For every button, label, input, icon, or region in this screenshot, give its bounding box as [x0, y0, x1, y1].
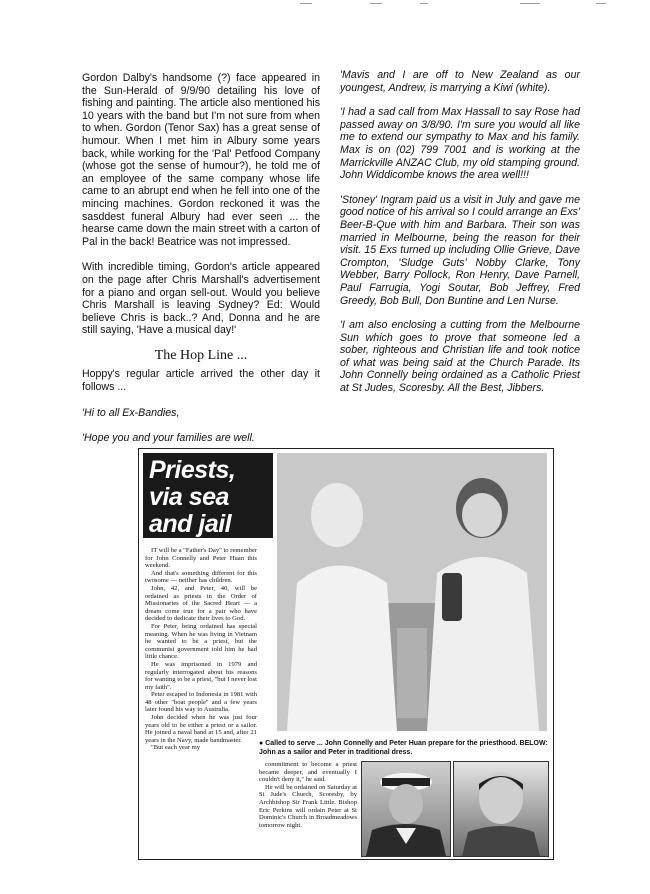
- newspaper-clipping: [138, 448, 554, 860]
- paragraph: 'Hi to all Ex-Bandies,: [82, 406, 180, 419]
- clipping-paragraph: John decided when he was just four years old to be either a priest or a sailor. He joined a naval band at 15 and, after 21 years in the Navy, made bandmaster.: [145, 714, 257, 744]
- photo-caption: ● Called to serve ... John Connelly and Peter Huan prepare for the priesthood. BELOW: John as a sailor and Peter in traditional dress.: [259, 740, 548, 756]
- clipping-headline: [143, 453, 273, 538]
- paragraph: With incredible timing, Gordon's article appeared on the page after Chris Marshall's advertisement for a piano and organ sell-out. Would you believe Chris Marshall is leaving Sydney? Ed: Would believe Chris is back..? And, Donna and he are still saying, 'Have a musical day!': [82, 261, 320, 337]
- top-edge-marks: [0, 0, 650, 8]
- clipping-paragraph: Peter escaped to Indonesia in 1981 with 48 other "boat people" and a few years later found his way to Australia.: [145, 691, 257, 714]
- traditional-dress-photo: [453, 761, 549, 857]
- section-heading: The Hop Line ...: [154, 347, 248, 363]
- headline-line: via sea: [149, 483, 229, 511]
- clipping-body: [145, 547, 257, 752]
- paragraph: 'Hope you and your families are well.: [82, 432, 255, 445]
- clipping-paragraph: And that's something different for this twosome — neither has children.: [145, 569, 257, 585]
- left-column: [82, 72, 320, 458]
- traditional-dress-photo-illustration: [454, 762, 548, 856]
- paragraph: 'Mavis and I are off to New Zealand as our youngest, Andrew, is marrying a Kiwi (white).: [340, 69, 580, 94]
- clipping-paragraph: He was imprisoned in 1979 and regularly interrogated about his reasons for wanting to be a priest, "but I never lost my faith".: [145, 660, 257, 691]
- clipping-body-continued: [259, 761, 357, 829]
- clipping-paragraph: John, 42, and Peter, 40, will be ordained as priests in the Order of Missionaries of the Sacred Heart — a dream come true for a pair who have decided to dedicate their lives to God.: [145, 584, 257, 623]
- paragraph: Gordon Dalby's handsome (?) face appeared in the Sun-Herald of 9/9/90 detailing his love of fishing and painting. The article also mentioned his 10 years with the band but I'm not sure from when to when. Gordon (Tenor Sax) has a great sense of humour. When I met him in Albury some years back, while working for the 'Pal' Petfood Company (whose got the sense of humour?), he told me of an employee of the same company whose life came to an abrupt end when he fell into one of the mincing machines. Gordon reckoned it was the sasddest funeral Albury had ever seen ... the hearse came down the main street with a carton of Pal in the back! Beatrice was not impressed.: [82, 72, 320, 248]
- paragraph: Hoppy's regular article arrived the other day it follows ...: [82, 368, 320, 394]
- clipping-paragraph: commitment to become a priest became deeper, and eventually I couldn't deny it," he said.: [259, 761, 357, 784]
- clipping-paragraph: IT will be a "Father's Day" to remember for John Connelly and Peter Huan this weekend.: [145, 547, 257, 570]
- headline-line: Priests,: [149, 456, 236, 484]
- clipping-paragraph: For Peter, being ordained has special meaning. When he was living in Vietnam he wanted to be a priest, but the communist government told him he had little chance.: [145, 622, 257, 661]
- priests-photo: [277, 453, 547, 731]
- paragraph: 'Stoney' Ingram paid us a visit in July and gave me good notice of his arrival so I could arrange an Exs' Beer-B-Que with him and Barbara. Their son was married in Melbourne, being the reason for their visit. 15 Exs turned up including Ollie Grieve, Dave Crompton, 'Sludge Guts' Nobby Clarke, Tony Webber, Barry Pollock, Ron Henry, Dave Parnell, Paul Farrugia, Yogi Soutar, Bob Jeffrey, Fred Greedy, Bob Bull, Don Buntine and Len Nurse.: [340, 193, 580, 307]
- paragraph: 'I had a sad call from Max Hassall to say Rose had passed away on 3/8/90. I'm sure you would all like me to extend our sympathy to Max and his family. Max is on (02) 799 7001 and is working at the Marrickville ANZAC Club, my old stamping ground. John Widdicombe knows the area well!!!: [340, 106, 580, 182]
- headline-line: and jail: [149, 510, 232, 538]
- paragraph: 'I am also enclosing a cutting from the Melbourne Sun which goes to prove that someone led a sober, righteous and Christian life and took notice of what was being said at the Church Parade. Its John Connelly being ordained as a Catholic Priest at St Judes, Scoresby. All the Best, Jibbers.: [340, 319, 580, 395]
- right-column: [340, 69, 580, 407]
- clipping-paragraph: He will be ordained on Saturday at St Jude's Church, Scoresby, by Archbishop Sir Frank Little. Bishop Eric Perkins will ordain Peter at St Dominic's Church in Broadmeadows tomorrow night.: [259, 783, 357, 829]
- priests-photo-illustration: [277, 453, 547, 731]
- sailor-photo-illustration: [362, 762, 450, 856]
- clipping-paragraph: "But each year my: [151, 744, 201, 752]
- sailor-photo: [361, 761, 451, 857]
